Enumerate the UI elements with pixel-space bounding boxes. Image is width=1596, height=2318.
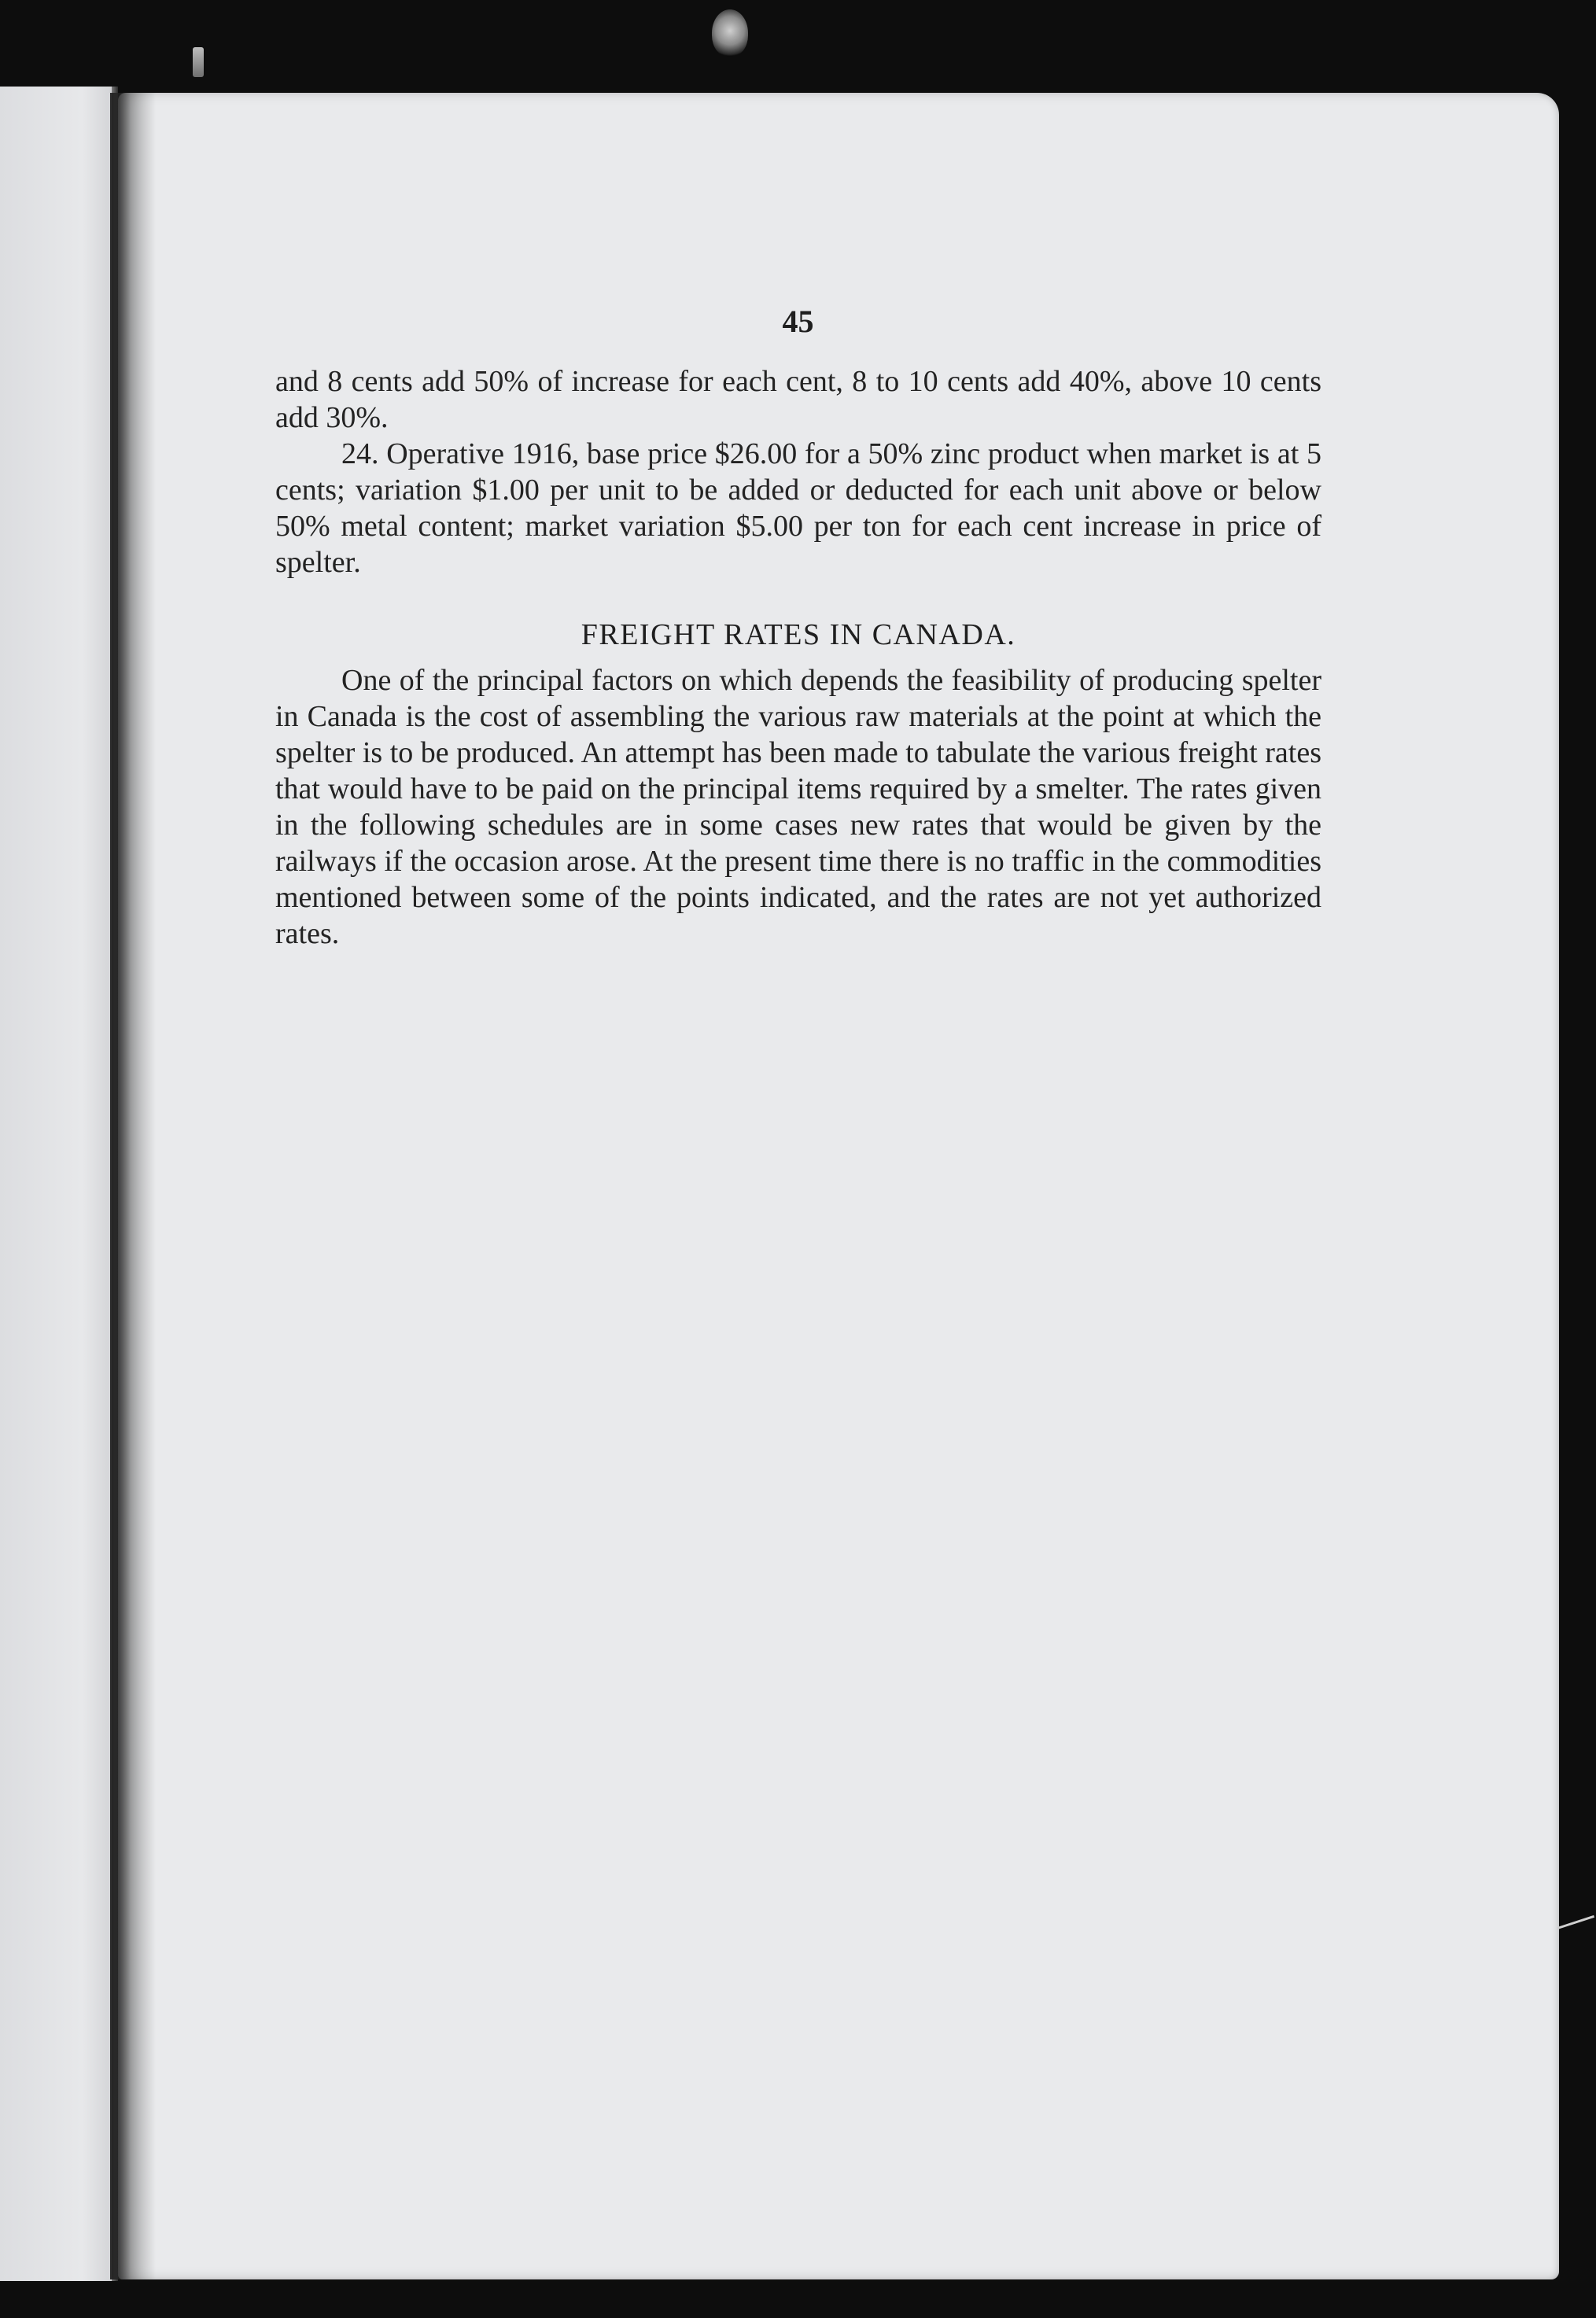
scan-artifact-corner — [193, 47, 204, 77]
paragraph-item-24: 24. Operative 1916, base price $26.00 for a 50% zinc product when market is at 5 cents; variation $1.00 per unit to be added or deducted for each unit above or below 50% metal content; market variation $5.00 per ton for each cent increase in price of spelter. — [275, 437, 1321, 579]
paragraph-continuation: and 8 cents add 50% of increase for each cent, 8 to 10 cents add 40%, above 10 cents add 30%. — [275, 365, 1321, 434]
scan-artifact-edge — [1557, 1915, 1595, 1929]
scan-artifact — [712, 9, 748, 57]
page-number: 45 — [782, 304, 814, 339]
paragraph-freight-rates: One of the principal factors on which depends the feasibility of producing spelter in Canada is the cost of assembling the various raw materials at the point at which the spelter is to be produced. An attempt has been made to tabulate the various freight rates that would have to be paid on the principal items required by a smelter. The rates given in the following schedules are in some cases new rates that would be given by the railways if the occasion arose. At the present time there is no traffic in the commodities mentioned between some of the points indicated, and the rates are not yet authorized rates. — [275, 664, 1321, 950]
body-text — [275, 363, 1321, 952]
section-heading: FREIGHT RATES IN CANADA. — [581, 618, 1016, 651]
facing-page-edge — [0, 87, 118, 2281]
page-gutter-shadow — [110, 93, 156, 2279]
